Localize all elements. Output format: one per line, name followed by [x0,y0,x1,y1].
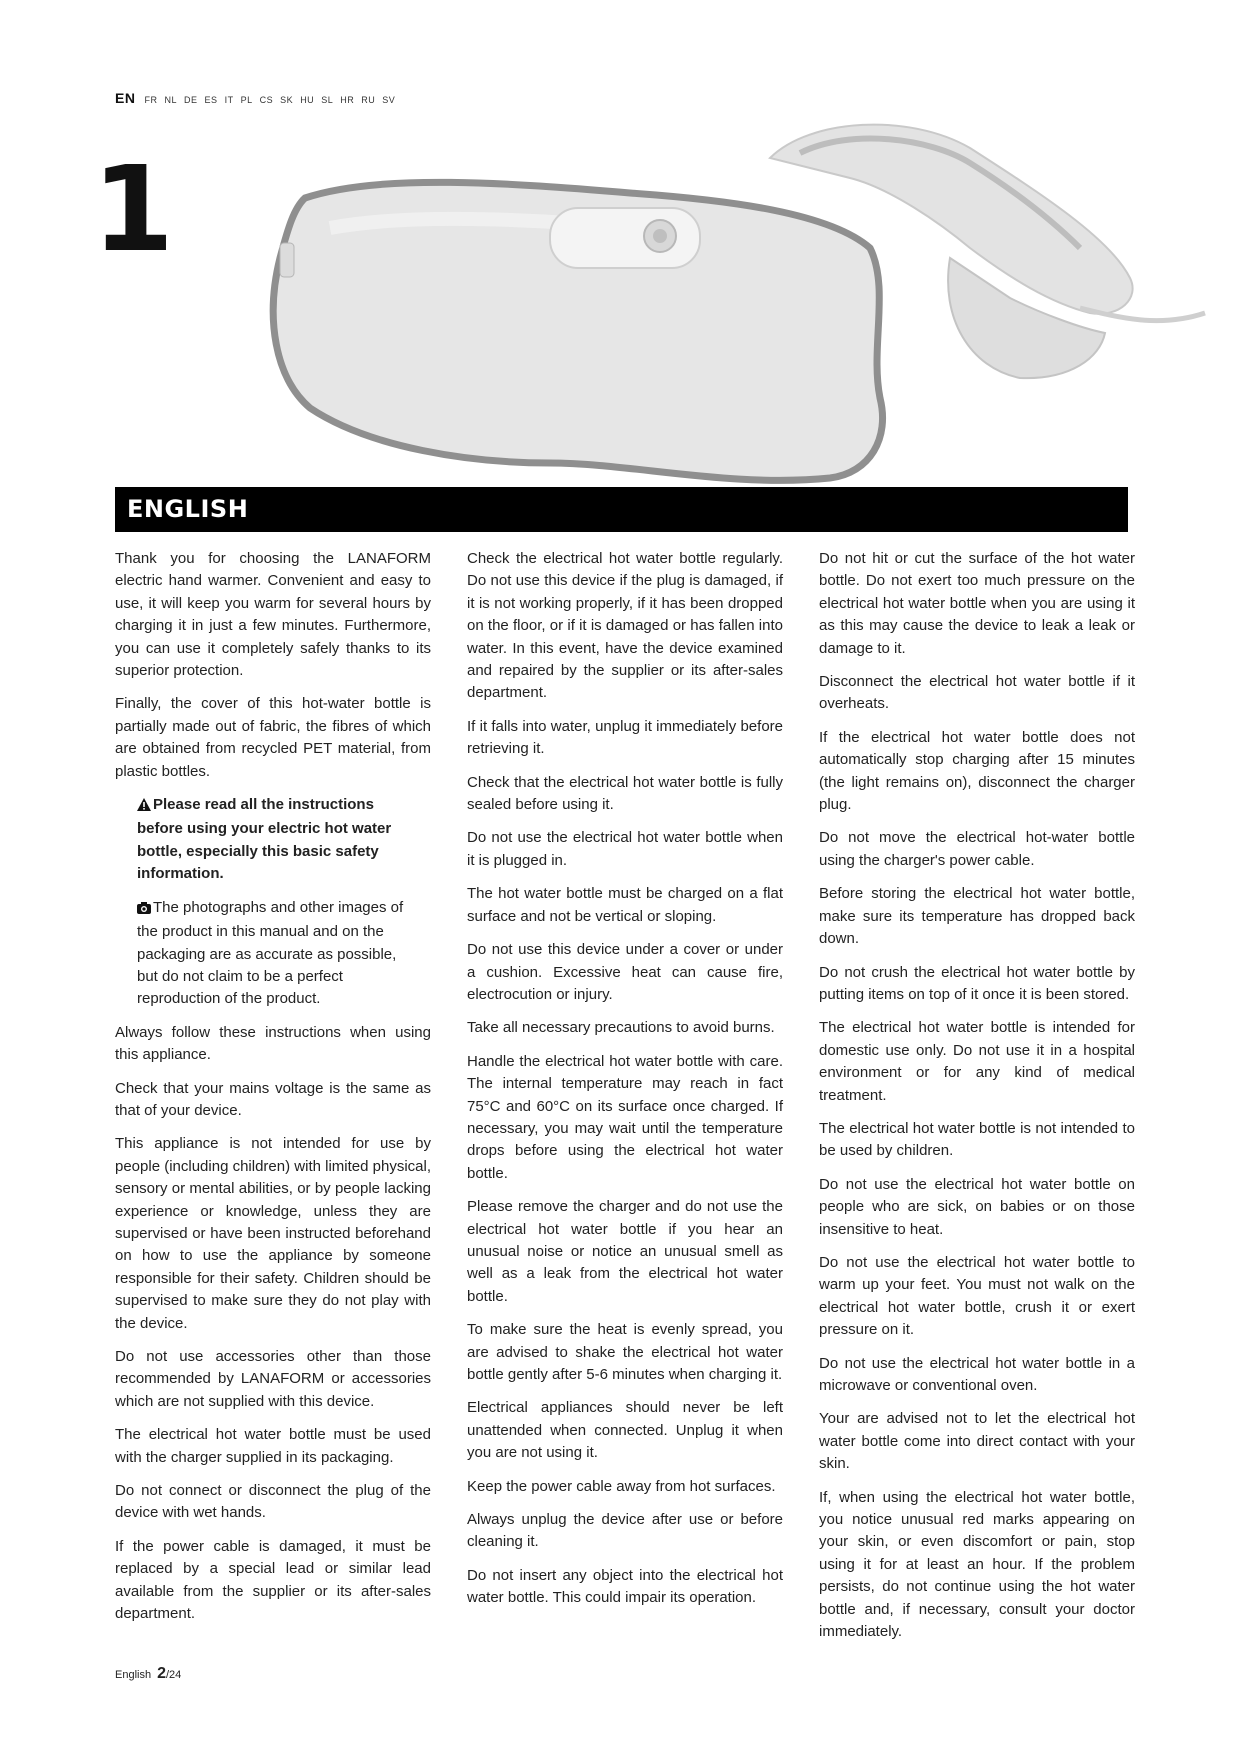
language-code: CS [259,95,274,105]
paragraph: Keep the power cable away from hot surfaces. [467,1477,776,1495]
paragraph: Do not move the electrical hot-water bottle using the charger's power cable. [819,829,1135,869]
section-banner [115,487,1128,532]
warning-text: Please read all the instructions before using your electric hot water bottle, especially this basic safety information. [137,796,392,883]
paragraph: This appliance is not intended for use by people (including children) with limited physical, sensory or mental abilities, or by people lacking experience or knowledge, unless they are supervised or have been instructed beforehand on how to use the appliance by someone responsible for their safety. Children should be supervised to make sure they do not play with the device. [115,1135,431,1332]
paragraph: Before storing the electrical hot water bottle, make sure its temperature has dropped back down. [819,885,1135,948]
paragraph: Do not use the electrical hot water bottle in a microwave or conventional oven. [819,1354,1135,1394]
paragraph: Handle the electrical hot water bottle with care. The internal temperature may reach in fact 75°C and 60°C on its surface once charged. If necessary, you may wait until the temperature drops before using the electrical hot water bottle. [467,1052,783,1182]
column-2 [467,548,783,1621]
language-code: HR [340,95,355,105]
paragraph: Do not insert any object into the electrical hot water bottle. This could impair its operation. [467,1566,783,1607]
language-code: PL [240,95,253,105]
paragraph: Disconnect the electrical hot water bottle if it overheats. [819,673,1135,713]
language-code: FR [144,95,158,105]
language-code: SK [280,95,294,105]
section-title: ENGLISH [127,495,249,523]
language-code: RU [361,95,376,105]
paragraph: Do not hit or cut the surface of the hot water bottle. Do not exert too much pressure on the electrical hot water bottle when you are using it as this may cause the device to leak a leak or damage to it. [819,550,1135,657]
paragraph: Check that your mains voltage is the same as that of your device. [115,1079,431,1119]
language-bar [115,90,399,106]
page-footer [115,1665,181,1683]
photo-note-text: The photographs and other images of the product in this manual and on the packaging are as accurate as possible, but do not claim to be a perfect reproduction of the product. [137,898,404,1008]
paragraph: Check the electrical hot water bottle regularly. Do not use this device if the plug is damaged, if it is not working properly, if it has been dropped on the floor, or if it is damaged or has fallen into water. In this event, have the device examined and repaired by the supplier or its after-sales department. [467,550,783,702]
language-code: DE [184,95,198,105]
paragraph: Always unplug the device after use or before cleaning it. [467,1511,783,1551]
paragraph: Electrical appliances should never be left unattended when connected. Unplug it when you are not using it. [467,1399,783,1462]
column-1 [115,548,431,1636]
paragraph: Take all necessary precautions to avoid burns. [467,1019,775,1037]
photo-note [137,897,431,1011]
paragraph: The electrical hot water bottle must be used with the charger supplied in its packaging. [115,1426,431,1466]
paragraph: To make sure the heat is evenly spread, you are advised to shake the electrical hot water bottle gently after 5-6 minutes when charging it. [467,1321,783,1383]
hot-water-bottle-image [250,118,1210,518]
camera-icon [137,899,153,921]
paragraph: Always follow these instructions when using this appliance. [115,1023,431,1064]
page-total: /24 [165,1669,182,1681]
language-code: NL [164,95,177,105]
paragraph: If the power cable is damaged, it must be replaced by a special lead or similar lead available from the supplier or its after-sales department. [115,1537,431,1623]
paragraph: Check that the electrical hot water bottle is fully sealed before using it. [467,773,783,814]
paragraph: Thank you for choosing the LANAFORM electric hand warmer. Convenient and easy to use, it will keep you warm for several hours by charging it in just a few minutes. Furthermore, you can use it completely safely thanks to its superior protection. [115,550,431,680]
paragraph: Do not use accessories other than those recommended by LANAFORM or accessories which are not supplied with this device. [115,1348,431,1410]
language-code: ES [204,95,218,105]
language-code: HU [300,95,315,105]
footer-language: English [115,1669,152,1681]
paragraph: Do not use the electrical hot water bottle when it is plugged in. [467,829,783,869]
paragraph: Do not connect or disconnect the plug of the device with wet hands. [115,1482,431,1522]
paragraph: Please remove the charger and do not use the electrical hot water bottle if you hear an unusual noise or notice an unusual smell as well as a leak from the electrical hot water bottle. [467,1198,783,1305]
paragraph: If the electrical hot water bottle does not automatically stop charging after 15 minutes (the light remains on), disconnect the charger plug. [819,728,1135,814]
language-code: SL [321,95,334,105]
paragraph: If it falls into water, unplug it immediately before retrieving it. [467,717,783,758]
paragraph: Your are advised not to let the electrical hot water bottle come into direct contact with your skin. [819,1410,1135,1473]
paragraph: The hot water bottle must be charged on a flat surface and not be vertical or sloping. [467,885,783,925]
language-code: SV [382,95,396,105]
paragraph: The electrical hot water bottle is intended for domestic use only. Do not use it in a hospital environment or for any kind of medical treatment. [819,1019,1135,1104]
paragraph: Do not use this device under a cover or under a cushion. Excessive heat can cause fire, electrocution or injury. [467,941,783,1003]
language-active: EN [115,90,136,106]
paragraph: The electrical hot water bottle is not intended to be used by children. [819,1119,1135,1160]
warning-note [137,794,431,886]
paragraph: Do not use the electrical hot water bottle on people who are sick, on babies or on those insensitive to heat. [819,1175,1135,1238]
paragraph: If, when using the electrical hot water bottle, you notice unusual red marks appearing on your skin, or even discomfort or pain, stop using it for at least an hour. If the problem persists, do not continue using the hot water bottle and, if necessary, consult your doctor immediately. [819,1488,1135,1641]
column-3 [819,548,1135,1654]
paragraph: Finally, the cover of this hot-water bottle is partially made out of fabric, the fibres of which are obtained from recycled PET material, from plastic bottles. [115,695,431,780]
language-code: IT [224,95,234,105]
page-number: 2 [157,1665,166,1682]
warning-icon [137,796,153,818]
chapter-number: 1 [92,140,175,278]
paragraph: Do not use the electrical hot water bottle to warm up your feet. You must not walk on the electrical hot water bottle, crush it or exert pressure on it. [819,1253,1135,1339]
paragraph: Do not crush the electrical hot water bottle by putting items on top of it once it is been stored. [819,963,1135,1003]
